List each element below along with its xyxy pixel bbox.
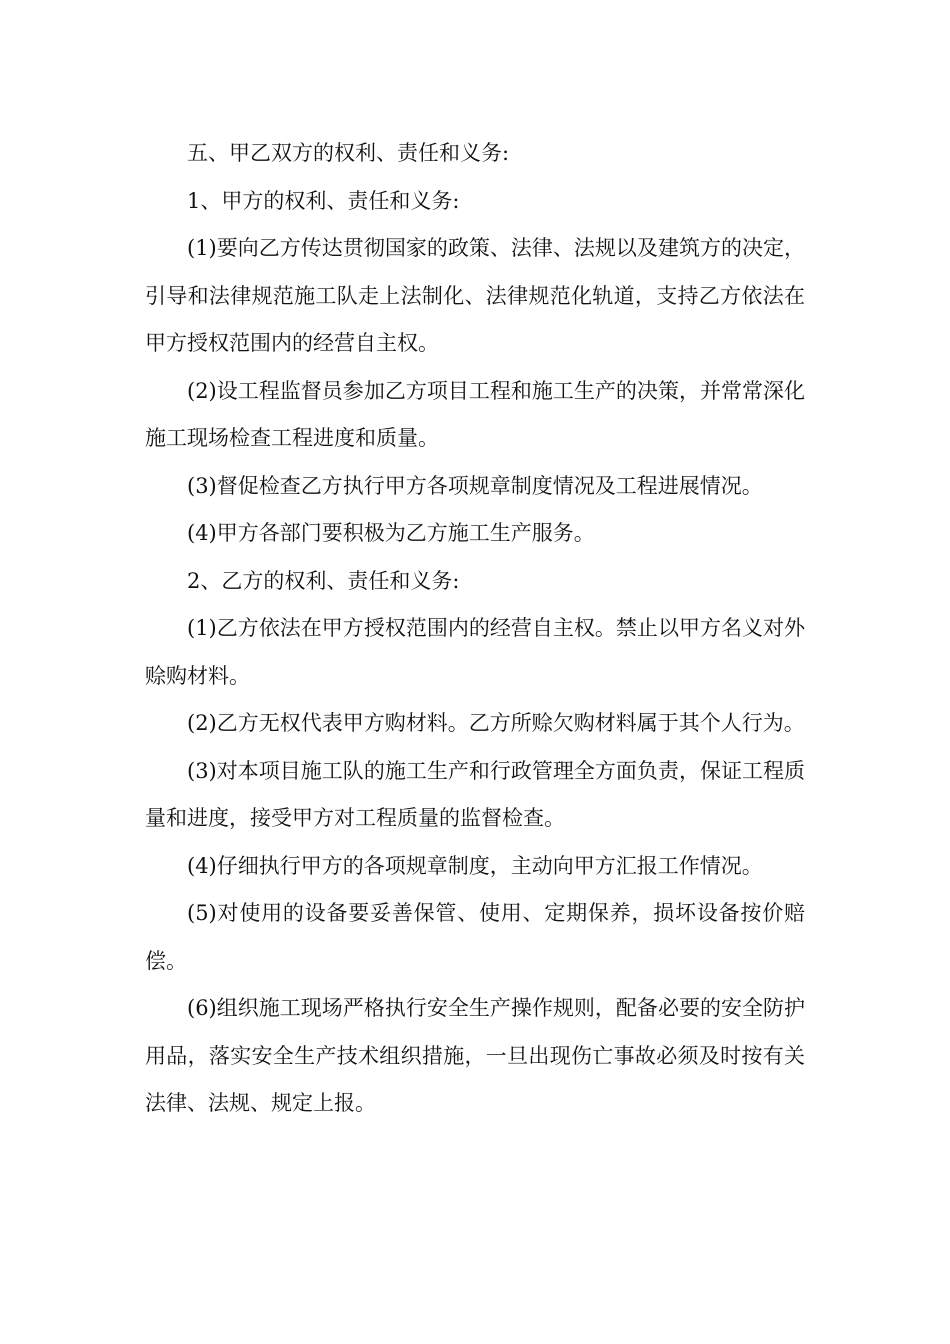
party-b-clause-3: (3)对本项目施工队的施工生产和行政管理全方面负责，保证工程质量和进度，接受甲方对工程质量的监督检查。 [145,758,805,830]
party-a-clause-4: (4)甲方各部门要积极为乙方施工生产服务。 [187,521,595,545]
party-b-clause-2: (2)乙方无权代表甲方购材料。乙方所赊欠购材料属于其个人行为。 [187,711,805,735]
section-heading: 五、甲乙双方的权利、责任和义务: [187,141,510,165]
subsection-heading-party-b: 2、乙方的权利、责任和义务: [187,568,460,593]
party-a-clause-2: (2)设工程监督员参加乙方项目工程和施工生产的决策，并常常深化施工现场检查工程进度和质量。 [145,378,805,450]
party-b-clause-5: (5)对使用的设备要妥善保管、使用、定期保养，损坏设备按价赔偿。 [145,901,805,973]
subsection-heading-party-a: 1、甲方的权利、责任和义务: [187,188,460,213]
party-b-clause-1: (1)乙方依法在甲方授权范围内的经营自主权。禁止以甲方名义对外赊购材料。 [145,616,805,688]
party-a-clause-1: (1)要向乙方传达贯彻国家的政策、法律、法规以及建筑方的决定，引导和法律规范施工队走上法制化、法律规范化轨道，支持乙方依法在甲方授权范围内的经营自主权。 [145,236,805,355]
party-a-clause-3: (3)督促检查乙方执行甲方各项规章制度情况及工程进展情况。 [187,473,763,498]
document-body [145,130,805,1128]
party-b-clause-6: (6)组织施工现场严格执行安全生产操作规则，配备必要的安全防护用品，落实安全生产技术组织措施，一旦出现伤亡事故必须及时按有关法律、法规、规定上报。 [145,996,805,1115]
party-b-clause-4: (4)仔细执行甲方的各项规章制度，主动向甲方汇报工作情况。 [187,853,763,878]
